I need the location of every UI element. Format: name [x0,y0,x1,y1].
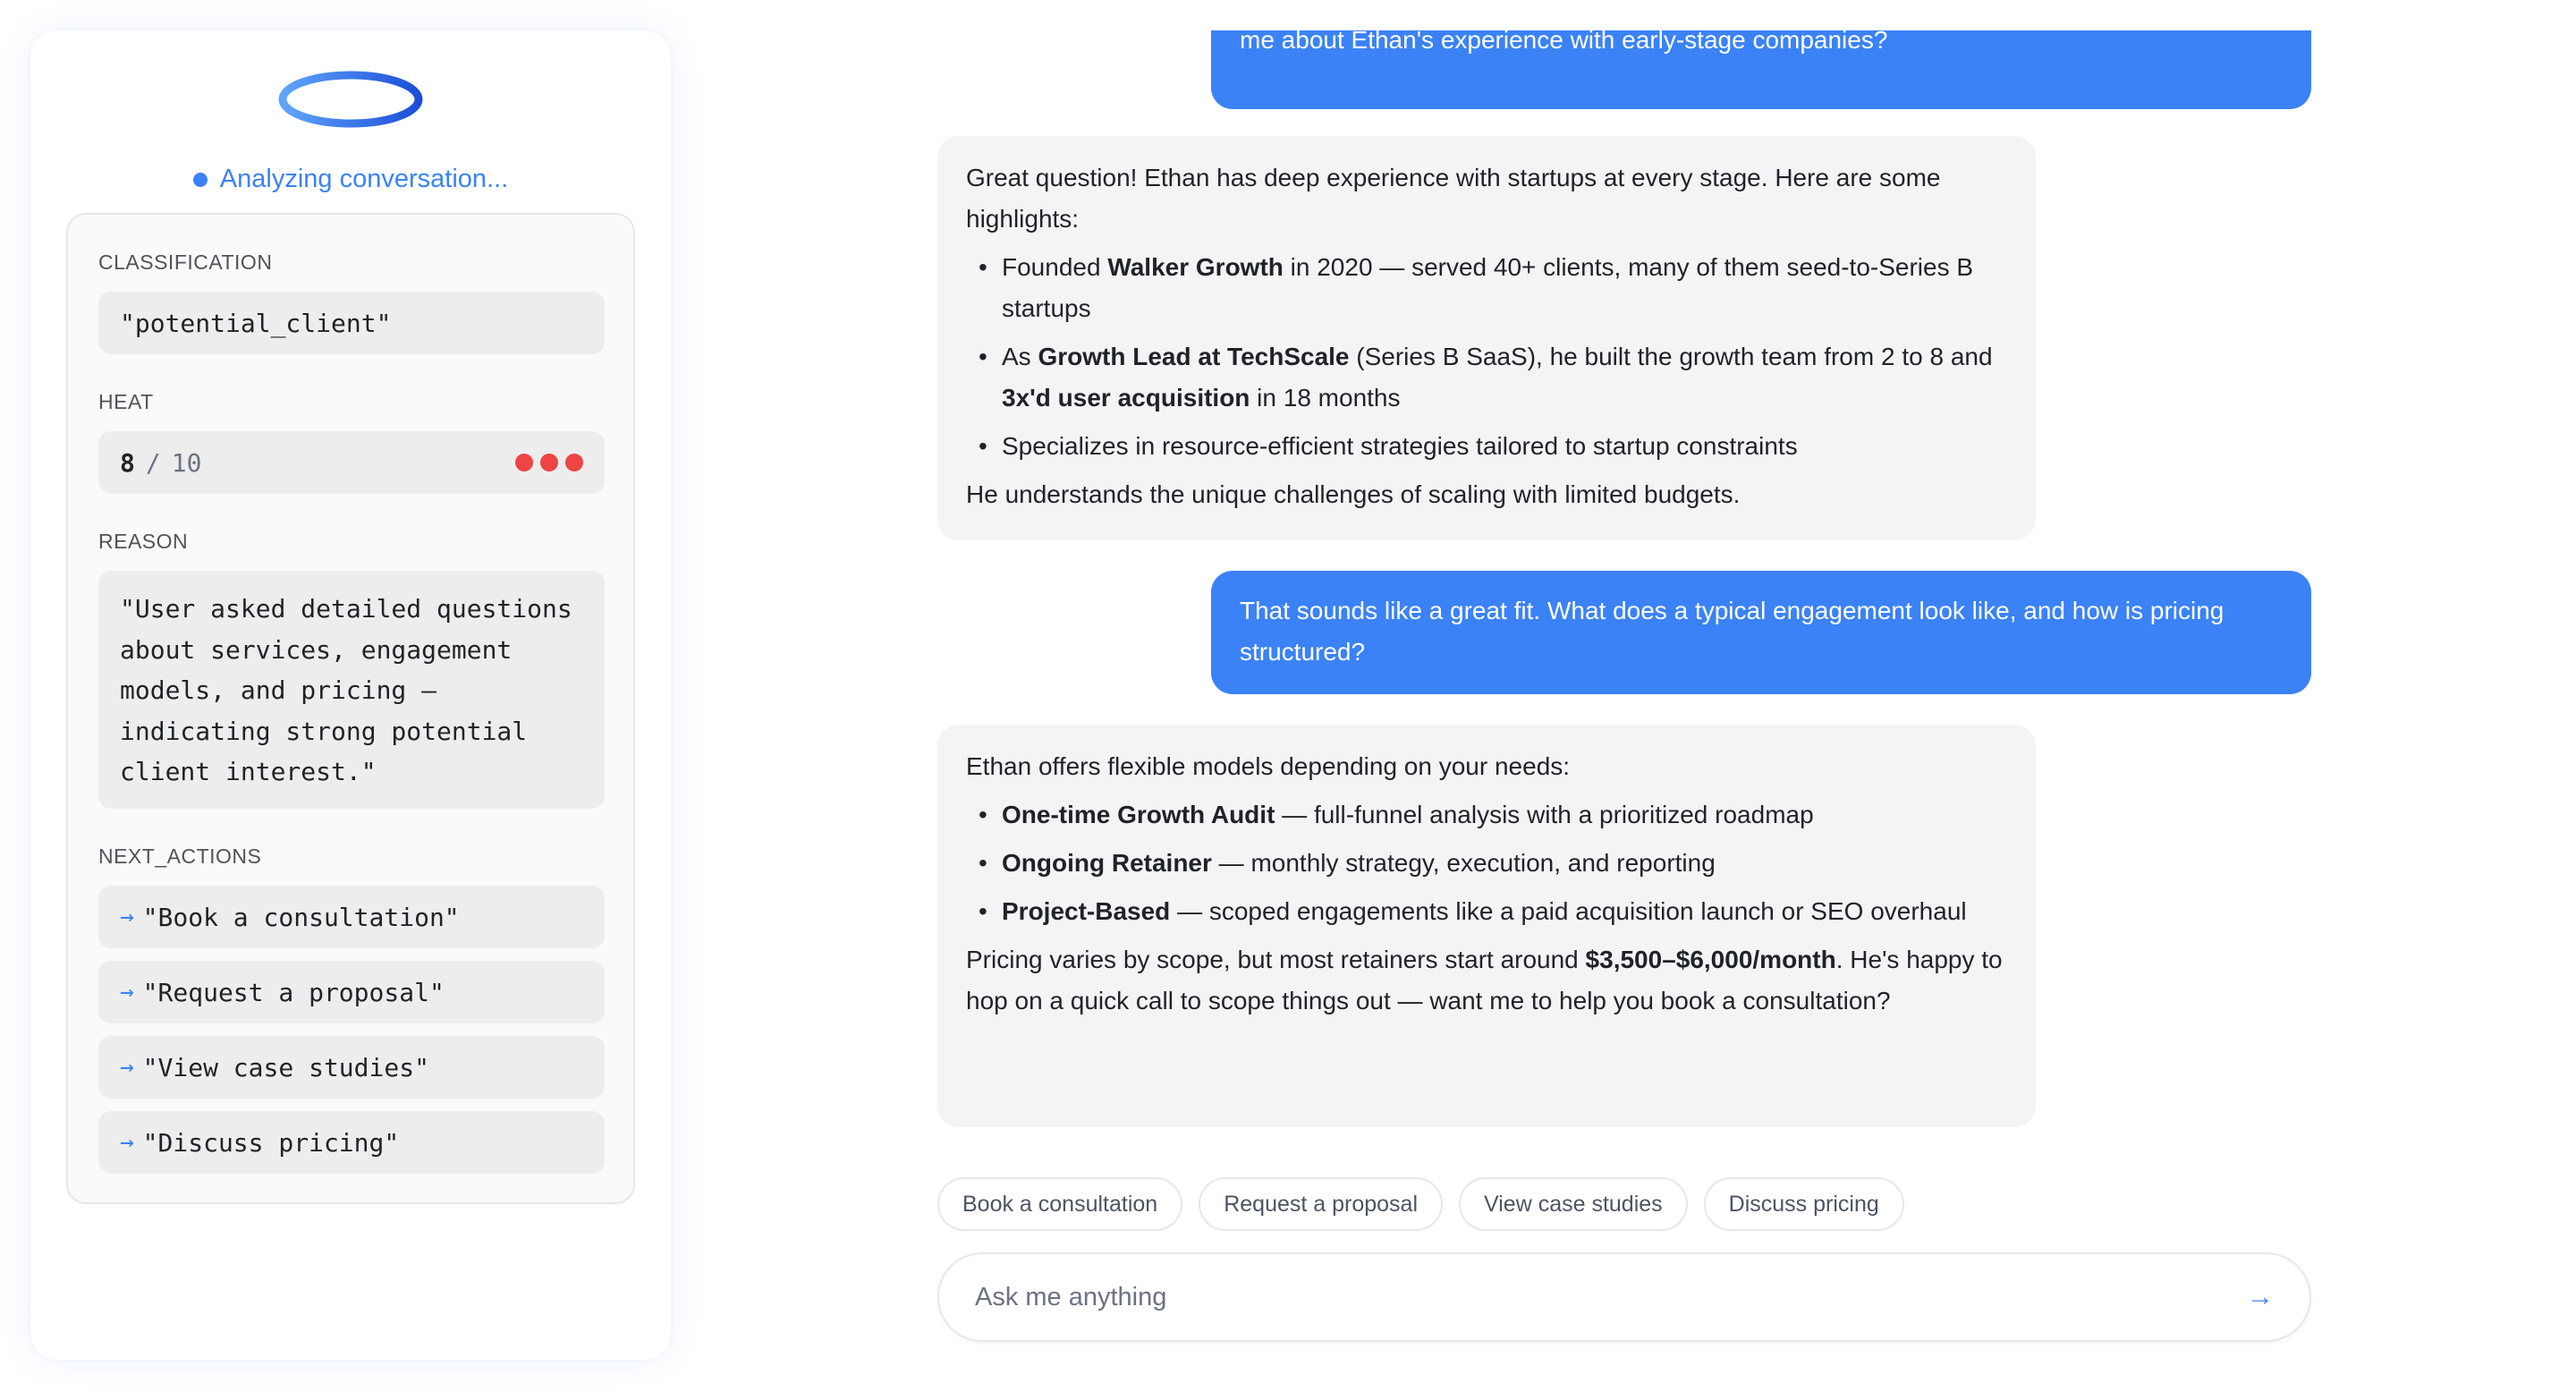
arrow-right-icon: → [120,1129,134,1156]
classification-label: CLASSIFICATION [98,250,273,274]
analysis-status [30,165,671,194]
assistant-intro: Great question! Ethan has deep experience with startups at every stage. Here are some highlights: [966,164,1941,233]
list-item: • Founded Walker Growth in 2020 — served 40+ clients, many of them seed-to-Series B startups [966,247,2007,329]
analysis-panel [30,30,671,1360]
heat-indicator [515,454,583,471]
next-actions-label: NEXT_ACTIONS [98,845,262,868]
loading-ring-icon [277,68,424,131]
next-action-text: "Book a consultation" [142,902,460,932]
user-message [1211,571,2311,694]
chat-input-bar [937,1252,2311,1342]
heat-label: HEAT [98,390,154,413]
list-item: • One-time Growth Audit — full-funnel analysis with a prioritized roadmap [966,794,2007,836]
assistant-outro: He understands the unique challenges of scaling with limited budgets. [966,480,1741,508]
next-action-item[interactable] [98,961,605,1023]
list-item: • Project-Based — scoped engagements like a paid acquisition launch or SEO overhaul [966,891,2007,932]
heat-dot-icon [540,454,558,471]
suggestion-chip-request-proposal[interactable]: Request a proposal [1199,1177,1443,1231]
assistant-outro: Pricing varies by scope, but most retainers start around $3,500–$6,000/month. He's happy to hop on a quick call to scope things out — want me to help you book a consultation? [966,946,2003,1014]
next-action-text: "View case studies" [142,1052,429,1082]
status-text: Analyzing conversation... [219,165,509,193]
send-arrow-icon[interactable]: → [2247,1282,2274,1311]
status-dot-icon [193,173,208,187]
arrow-right-icon: → [120,979,134,1006]
classification-text: "potential_client" [120,308,392,338]
list-item: • Ongoing Retainer — monthly strategy, execution, and reporting [966,843,2007,884]
analysis-card [66,213,635,1204]
heat-value [98,431,605,494]
suggestion-chip-discuss-pricing[interactable]: Discuss pricing [1704,1177,1904,1231]
next-action-item[interactable] [98,1036,605,1099]
suggestion-chip-view-case-studies[interactable]: View case studies [1459,1177,1688,1231]
heat-score: 8 [120,447,135,478]
heat-max: 10 [171,447,202,478]
list-item: • Specializes in resource-efficient strategies tailored to startup constraints [966,426,2007,467]
arrow-right-icon: → [120,1054,134,1081]
next-action-item[interactable] [98,1111,605,1174]
suggestion-chip-book-consultation[interactable]: Book a consultation [937,1177,1182,1231]
list-item: • As Growth Lead at TechScale (Series B SaaS), he built the growth team from 2 to 8 and 3x'd user acquisition in 18 months [966,336,2007,419]
reason-value: "User asked detailed questions about services, engagement models, and pricing — indicating strong potential client interest." [98,571,605,809]
assistant-message [937,136,2036,540]
next-action-text: "Request a proposal" [142,977,445,1007]
heat-separator: / [145,447,161,478]
arrow-right-icon: → [120,904,134,930]
assistant-message [937,725,2036,1127]
heat-dot-icon [515,454,533,471]
highlights-list [966,247,2007,467]
chat-input[interactable] [975,1283,2247,1312]
assistant-intro: Ethan offers flexible models depending on your needs: [966,752,1571,780]
heat-dot-icon [565,454,583,471]
user-message-text: That sounds like a great fit. What does a typical engagement look like, and how is pricing structured? [1240,597,2224,666]
user-message [1211,26,2311,109]
reason-label: REASON [98,530,189,553]
classification-value [98,292,605,354]
next-action-text: "Discuss pricing" [142,1127,400,1158]
user-message-text: me about Ethan's experience with early-stage companies? [1240,26,1888,54]
next-action-item[interactable] [98,886,605,948]
engagement-models-list [966,794,2007,932]
suggestion-chips [937,1177,1904,1231]
